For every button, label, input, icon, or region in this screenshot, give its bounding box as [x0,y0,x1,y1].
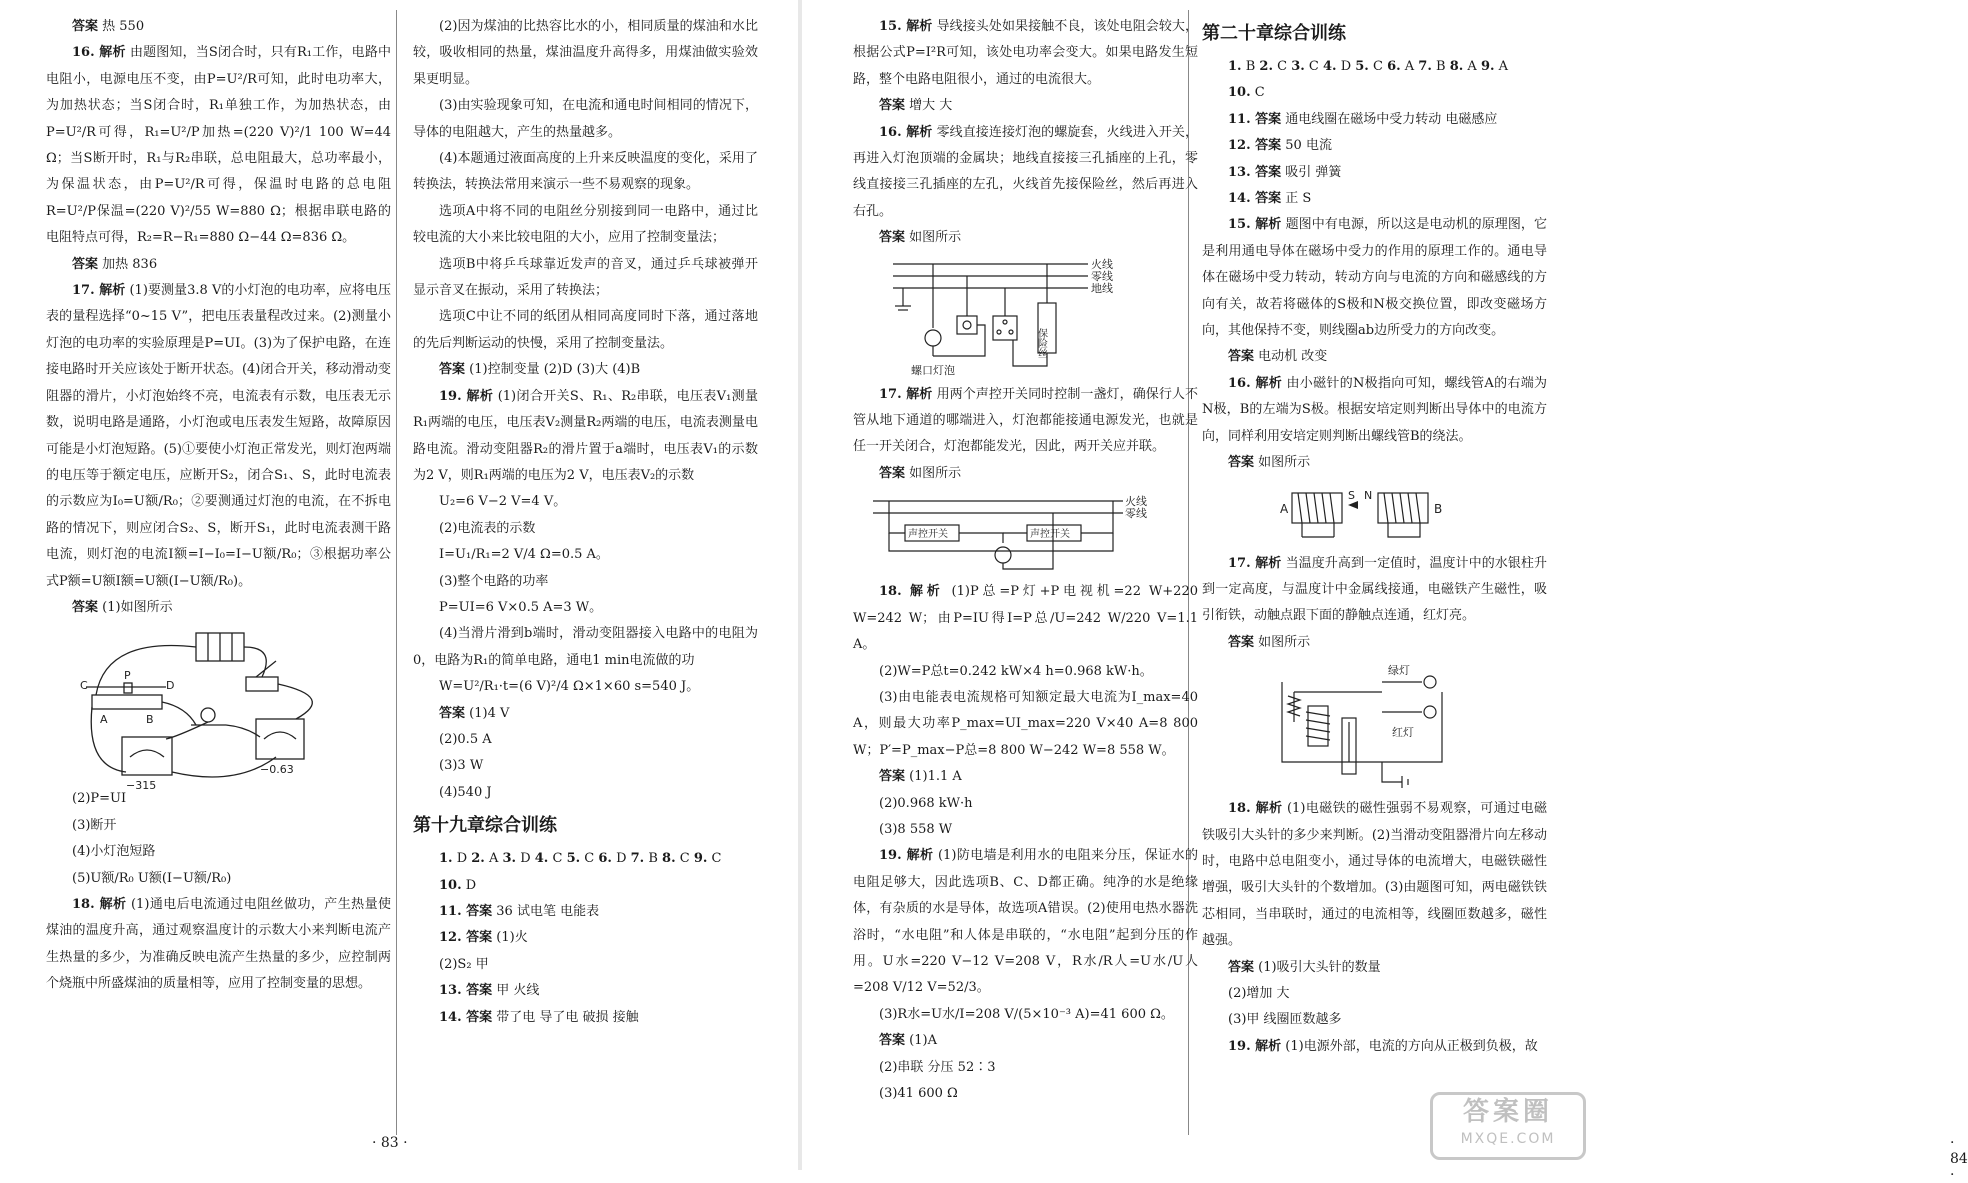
paragraph: 选项B中将乒乓球靠近发声的音叉，通过乒乓球被弹开显示音叉在振动，采用了转换法； [413,256,758,299]
paragraph: 答案 (1)如图所示 [72,599,173,615]
paragraph: 16. 解析 由题图知，当S闭合时，只有R₁工作，电路中电阻小，电源电压不变，由P=U²/R可知，此时电功率大，为加热状态；当S闭合时，R₁单独工作，为加热状态，由P=U²/R可得，R₁=U²/P加热=(220 V)²/1 100 W=44 Ω；当S断开时，R₁与R₂串联，总电阻最大，总功率最小，为保温状态，由P=U²/R可得，保温时电路的总电阻R=U²/P保温=(220 V)²/55 W=880 Ω；根据串联电路的电阻特点可得，R₂=R−R₁=880 Ω−44 Ω=836 Ω。 [46,45,391,246]
paragraph: 17. 解析 用两个声控开关同时控制一盏灯，确保行人不管从地下通道的哪端进入，灯泡都能接通电源发光，也就是任一开关闭合，灯泡都能发光，因此，两开关应并联。 [853,386,1198,455]
paragraph: 18. 解析 (1)电磁铁的磁性强弱不易观察，可通过电磁铁吸引大头针的多少来判断。(2)当滑动变阻器滑片向左移动时，电路中总电阻变小，通过导体的电流增大，电磁铁磁性增强，吸引大头针的个数增加。(3)由题图可知，两电磁铁铁芯相同，当串联时，通过的电流相等，线圈匝数越多，磁性越强。 [1202,801,1547,949]
col4-text-mid [1202,551,1547,657]
watermark-line2: MXQE.COM [1460,1131,1556,1147]
paragraph: (3)由实验现象可知，在电流和通电时间相同的情况下，导体的电阻越大，产生的热量越多。 [413,98,758,140]
fig16-label-ground: 地线 [1091,281,1113,295]
paragraph: 10. C [1228,85,1265,101]
paragraph: 答案 如图所示 [1228,455,1311,471]
household-wiring-figure-16 [853,258,1153,378]
paragraph: 15. 解析 题图中有电源，所以这是电动机的原理图，它是利用通电导体在磁场中受力的作用的原理工作的。通电导体在磁场中受力转动，转动方向与电流的方向和磁感线的方向有关，故若将磁体的S极和N极交换位置，即改变磁场方向，其他保持不变，则线圈ab边所受力的方向改变。 [1202,217,1547,339]
paragraph: 答案 (1)1.1 A [879,769,962,785]
sound-switch-figure-17 [853,493,1153,575]
fig16-label-bulb: 螺口灯泡 [911,363,955,377]
paragraph: (3)断开 [72,817,117,833]
paragraph: (3)8 558 W [879,821,953,837]
paragraph: I=U₁/R₁=2 V/4 Ω=0.5 A。 [439,547,609,563]
paragraph: 12. 答案 50 电流 [1228,138,1332,154]
paragraph: (3)由电能表电流规格可知额定最大电流为I_max=40 A，则最大功率P_max=UI_max=220 V×40 A=8 800 W；P′=P_max−P总=8 800 W−242 W=8 558 W。 [853,689,1198,758]
paragraph: 答案 热 550 [72,19,145,34]
fig17-label-p: P [124,669,131,683]
paragraph: 17. 解析 当温度升高到一定值时，温度计中的水银柱升到一定高度，与温度计中金属线接通，电磁铁产生磁性，吸引衔铁，动触点跟下面的静触点连通，红灯亮。 [1202,555,1547,624]
col4-text-top [1202,54,1547,477]
paragraph: (2)P=UI [72,791,127,807]
column-3 [853,14,1198,1107]
fig17-label-switch-2: 声控开关 [1030,529,1070,541]
fig17-label-neutral: 零线 [1125,507,1147,521]
paragraph: (2)增加 大 [1228,985,1290,1001]
paragraph: 17. 解析 (1)要测量3.8 V的小灯泡的电功率，应将电压表的量程选择“0~15 V”，把电压表量程改过来。(2)测量小灯泡的电功率的实验原理是P=UI。(3)为了保护电路，在连接电路时开关应该处于断开状态。(4)闭合开关，移动滑动变阻器的滑片，小灯泡始终不亮，电流表有示数，电压表无示数，说明电路是通路，小灯泡或电压表发生短路，故障原因可能是小灯泡短路。(5)①要使小灯泡正常发光，则灯泡两端的电压等于额定电压，应断开S₂，闭合S₁、S，此时电流表的示数应为I₀=U额/R₀；②要测通过灯泡的电流，在不拆电路的情况下，则应闭合S₂、S，断开S₁，此时电流表测干路电流，则灯泡的电流I额=I−I₀=I−U额/R₀；③根据功率公式P额=U额I额=U额(I−U额/R₀)。 [46,283,391,589]
fig17-label-live: 火线 [1125,495,1147,509]
col1-text [46,14,391,621]
paragraph: 16. 解析 零线直接连接灯泡的螺旋套，火线进入开关，再进入灯泡顶端的金属块；地线直接接三孔插座的上孔，零线直接接三孔插座的左孔，火线首先接保险丝，然后再进入右孔。 [853,124,1198,219]
paragraph: 13. 答案 吸引 弹簧 [1228,164,1342,180]
fig17-label-ammeter: −0.63 [260,763,294,777]
page-84 [800,0,1968,1183]
paragraph: 14. 答案 带了电 导了电 破损 接触 [439,1009,639,1025]
fig17-label-switch-1: 声控开关 [908,529,948,541]
paragraph: 11. 答案 通电线圈在磁场中受力转动 电磁感应 [1228,111,1498,127]
fig16-label-live: 火线 [1091,257,1113,271]
paragraph: 14. 答案 正 S [1228,191,1312,207]
col3-text-mid [853,382,1198,488]
paragraph: 19. 解析 (1)防电墙是利用水的电阻来分压，保证水的电阻足够大，因此选项B、C、D都正确。纯净的水是绝缘体，有杂质的水是导体，故选项A错误。(2)使用电热水器洗浴时，“水电阻”和人体是串联的，“水电阻”起到分压的作用。U水=220 V−12 V=208 V，R水/R人=U水/U人=208 V/12 V=52/3。 [853,848,1198,996]
paragraph: (3)整个电路的功率 [439,573,549,589]
paragraph: (4)小灯泡短路 [72,844,156,860]
fig16-label-n: N [1364,488,1373,502]
paragraph: 答案 (1)4 V [439,705,510,721]
page-83 [0,0,800,1170]
col3-text-top [853,14,1198,252]
paragraph: (2)S₂ 甲 [439,956,489,972]
paragraph: 答案 如图所示 [879,465,962,481]
paragraph: 18. 解析 (1)通电后电流通过电阻丝做功，产生热量使煤油的温度升高，通过观察温度计的示数大小来判断电流产生热量的多少，为准确反映电流产生热量的多少，应控制两个烧瓶中所盛煤油的质量相等，应用了控制变量的思想。 [46,896,391,992]
col2-text [413,14,758,806]
fig16-label-b: B [1434,501,1443,516]
column-2 [413,14,758,1031]
fig16-label-s: S [1348,488,1355,502]
paragraph: U₂=6 V−2 V=4 V。 [439,494,567,510]
fig17-label-d: D [166,679,175,693]
chapter-20-title: 第二十章综合训练 [1202,23,1346,44]
column-divider [396,10,397,1135]
fig16-label-neutral: 零线 [1091,269,1113,283]
chapter-19-title: 第十九章综合训练 [413,815,557,837]
fig17-label-voltmeter: −315 [126,779,157,793]
paragraph: 选项A中将不同的电阻丝分别接到同一电路中，通过比较电流的大小来比较电阻的大小，应用了控制变量法； [413,203,758,246]
col4-text-bottom [1202,796,1547,1060]
col3-text-bottom [853,579,1198,1107]
fig16-label-a: A [1280,501,1289,516]
paragraph: (2)电流表的示数 [439,520,536,536]
column-1 [46,14,391,998]
paragraph: 12. 答案 (1)火 [439,930,528,946]
paragraph: 16. 解析 由小磁针的N极指向可知，螺线管A的右端为N极，B的左端为S极。根据安培定则判断出导体中的电流方向，同样利用安培定则判断出螺线管B的绕法。 [1202,375,1547,444]
paragraph: 19. 解析 (1)闭合开关S、R₁、R₂串联，电压表V₁测量R₁两端的电压，电压表V₂测量R₂两端的电压，电流表测量电路电流。滑动变阻器R₂的滑片置于a端时，电压表V₁的示数为2 V，则R₁两端的电压为2 V，电压表V₂的示数 [413,388,758,483]
paragraph: 10. D [439,877,477,893]
paragraph: (2)串联 分压 52∶3 [879,1059,996,1075]
paragraph: 答案 加热 836 [72,256,158,272]
paragraph: 选项C中让不同的纸团从相同高度同时下落，通过落地的先后判断运动的快慢，采用了控制变量法。 [413,309,758,351]
paragraph: 13. 答案 甲 火线 [439,983,540,999]
fig17-label-a: A [100,713,108,727]
fig16-label-fuse: 保险丝 [1035,327,1047,358]
watermark-logo [1430,1092,1586,1160]
paragraph: (5)U额/R₀ U额(I−U额/R₀) [72,870,232,886]
paragraph: (3)41 600 Ω [879,1086,958,1101]
paragraph: (2)因为煤油的比热容比水的小，相同质量的煤油和水比较，吸收相同的热量，煤油温度升高得多，用煤油做实验效果更明显。 [413,19,758,87]
paragraph: 15. 解析 导线接头处如果接触不良，该处电阻会较大，根据公式P=I²R可知，该处电功率会变大。如果电路发生短路，整个电路电阻很小，通过的电流很大。 [853,19,1198,87]
paragraph: (4)540 J [439,784,492,800]
relay-figure-17 [1202,662,1502,792]
paragraph: 答案 (1)吸引大头针的数量 [1228,959,1381,975]
paragraph: (3)甲 线圈匝数越多 [1228,1012,1342,1028]
paragraph: 19. 解析 (1)电源外部，电流的方向从正极到负极，故 [1228,1038,1538,1054]
paragraph: 答案 (1)控制变量 (2)D (3)大 (4)B [439,362,641,378]
page-number-right: · 84 · [1950,1135,1968,1183]
paragraph: (4)本题通过液面高度的上升来反映温度的变化，采用了转换法，转换法常用来演示一些不易观察的现象。 [413,151,758,193]
fig17-label-c: C [80,679,88,693]
paragraph: W=U²/R₁·t=(6 V)²/4 Ω×1×60 s=540 J。 [439,679,700,695]
paragraph: (3)R水=U水/I=208 V/(5×10⁻³ A)=41 600 Ω。 [879,1006,1174,1022]
paragraph: 1. B 2. C 3. C 4. D 5. C 6. A 7. B 8. A 9. A [1228,59,1509,74]
paragraph: 答案 (1)A [879,1033,937,1049]
paragraph: 答案 如图所示 [879,230,962,246]
paragraph: P=UI=6 V×0.5 A=3 W。 [439,599,603,615]
solenoid-figure-16 [1202,483,1502,547]
column-4 [1202,14,1547,1060]
fig17-label-red-lamp: 红灯 [1392,726,1414,740]
paragraph: 1. D 2. A 3. D 4. C 5. C 6. D 7. B 8. C 9. C [439,851,722,867]
paragraph: (2)W=P总t=0.242 kW×4 h=0.968 kW·h。 [879,663,1153,679]
fig17-label-green-lamp: 绿灯 [1388,664,1410,678]
paragraph: (4)当滑片滑到b端时，滑动变阻器接入电路中的电阻为0，电路为R₁的简单电路，通电1 min电流做的功 [413,626,758,668]
paragraph: 答案 如图所示 [1228,634,1311,650]
page-number-left: · 83 · [372,1135,408,1151]
paragraph: 答案 电动机 改变 [1228,349,1328,365]
col2-chapter-answers [413,846,758,1031]
watermark-line1: 答案圈 [1462,1097,1553,1127]
paragraph: 答案 增大 大 [879,98,953,114]
paragraph: (3)3 W [439,758,484,774]
col1-text-after [46,786,391,997]
circuit-figure-17 [46,627,346,793]
paragraph: 11. 答案 36 试电笔 电能表 [439,904,600,919]
paragraph: (2)0.968 kW·h [879,795,973,811]
paragraph: (2)0.5 A [439,731,492,747]
fig17-label-b: B [146,713,154,727]
paragraph: 18. 解析 (1)P总=P灯+P电视机=22 W+220 W=242 W；由P=IU得I=P总/U=242 W/220 V=1.1 A。 [853,584,1198,653]
